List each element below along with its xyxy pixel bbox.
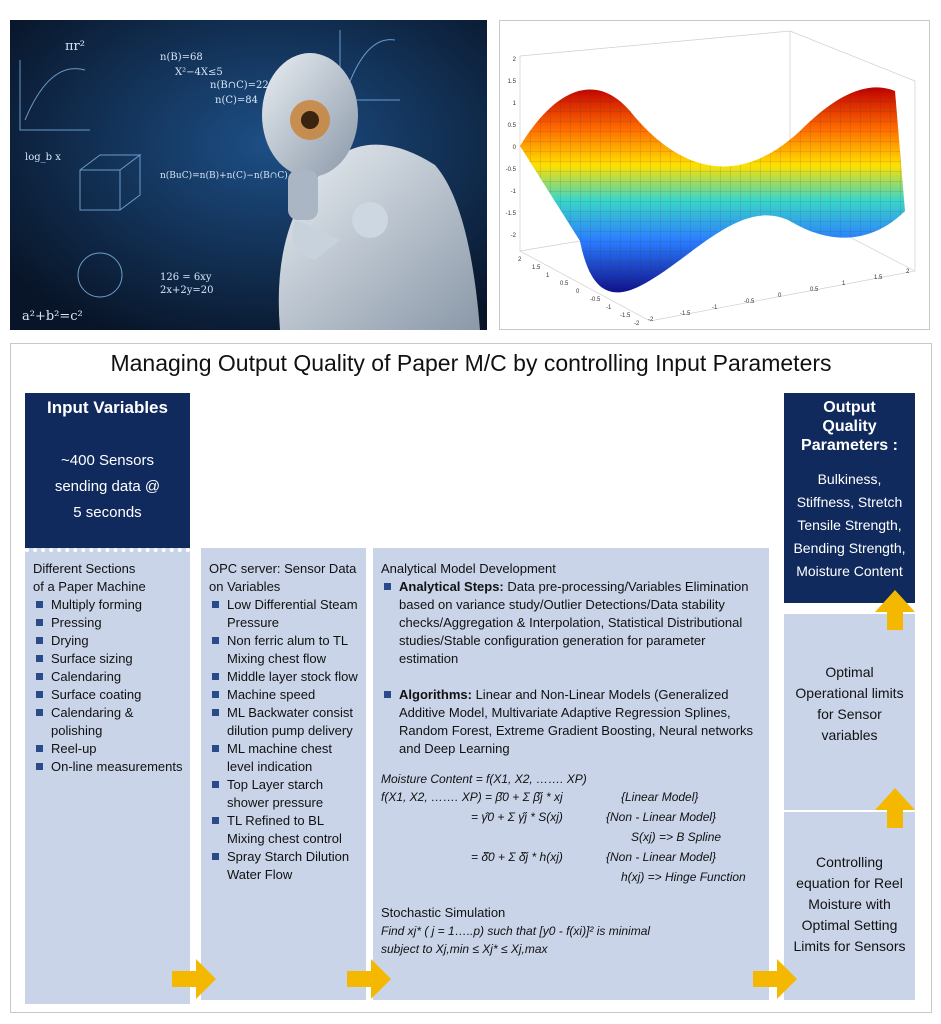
formula-9: 2x+2y=20 bbox=[160, 285, 214, 296]
x-tick: -1 bbox=[712, 305, 718, 311]
list-item: Machine speed bbox=[209, 686, 360, 704]
list-item: Top Layer starch shower pressure bbox=[209, 776, 360, 812]
z-tick: -0.5 bbox=[505, 167, 516, 173]
formula-5: n(BuC)=n(B)+n(C)−n(B∩C) bbox=[160, 171, 288, 181]
list-item: Calendaring & polishing bbox=[33, 704, 184, 740]
arrow-up-icon bbox=[875, 590, 915, 630]
list-item: TL Refined to BL Mixing chest control bbox=[209, 812, 360, 848]
algo-label: Algorithms: bbox=[399, 687, 472, 702]
output-line: Moisture Content bbox=[796, 563, 903, 579]
arrow-right-icon bbox=[172, 959, 216, 999]
formula-10: πr² bbox=[65, 39, 85, 54]
stochastic-line-1: Find xj* ( j = 1…..p) such that [y0 - f(xi)]² is minimal bbox=[381, 924, 651, 938]
z-tick: 0.5 bbox=[507, 123, 516, 129]
box-line: Controlling bbox=[816, 854, 883, 870]
list-item: Non ferric alum to TL Mixing chest flow bbox=[209, 632, 360, 668]
y-tick: -2 bbox=[634, 321, 640, 327]
box-line: Limits for Sensors bbox=[793, 938, 906, 954]
z-tick: 1.5 bbox=[507, 79, 516, 85]
z-tick: 2 bbox=[512, 57, 516, 63]
box-line: Moisture with bbox=[808, 896, 891, 912]
z-tick: -2 bbox=[510, 233, 516, 239]
formula-3: n(B∩C)=22 bbox=[210, 80, 269, 91]
list-item: ML machine chest level indication bbox=[209, 740, 360, 776]
z-tick: -1 bbox=[510, 189, 516, 195]
steps-text: Data pre-processing/Variables Elimination based on variance study/Outlier Detections/Data stability checks/Aggregation & Interpolation, Statistical Distributional studies/Stable configuration generation for parameter estimation bbox=[399, 579, 749, 666]
eq-nonlinear-1: = γ̂0 + Σ γ̂j * S(xj) bbox=[471, 810, 563, 824]
z-tick: -1.5 bbox=[505, 211, 516, 217]
stochastic-heading: Stochastic Simulation bbox=[381, 905, 506, 920]
heading-line: of a Paper Machine bbox=[33, 579, 146, 594]
input-line: 5 seconds bbox=[73, 504, 142, 521]
y-tick: 1.5 bbox=[532, 265, 541, 271]
list-item: Reel-up bbox=[33, 740, 184, 758]
box-line: variables bbox=[821, 727, 878, 743]
x-tick: 1.5 bbox=[874, 275, 883, 281]
heading-line: Different Sections bbox=[33, 561, 136, 576]
y-tick: 2 bbox=[518, 257, 522, 263]
output-line: Bending Strength, bbox=[793, 540, 906, 556]
formula-6: log_b x bbox=[25, 152, 61, 163]
steps-label: Analytical Steps: bbox=[399, 579, 504, 594]
title-line: Quality bbox=[822, 418, 877, 435]
box-line: for Sensor bbox=[817, 706, 882, 722]
box-line: Optimal bbox=[825, 664, 874, 680]
arrow-right-icon bbox=[753, 959, 797, 999]
label-spline: S(xj) => B Spline bbox=[631, 830, 722, 844]
y-tick: 1 bbox=[546, 273, 550, 279]
formula-2: X²−4X≤5 bbox=[175, 67, 223, 78]
formula-4: n(C)=84 bbox=[215, 95, 258, 106]
eq-nonlinear-2: = δ̂0 + Σ δ̂j * h(xj) bbox=[471, 850, 563, 864]
box-line: Operational limits bbox=[795, 685, 904, 701]
eq-linear: f(X1, X2, ……. XP) = β̂0 + Σ β̂j * xj bbox=[381, 790, 563, 804]
heading-line: on Variables bbox=[209, 579, 281, 594]
x-tick: -0.5 bbox=[744, 299, 755, 305]
x-tick: 0.5 bbox=[810, 287, 819, 293]
label-nonlinear-1: {Non - Linear Model} bbox=[606, 810, 717, 824]
list-item: ML Backwater consist dilution pump delivery bbox=[209, 704, 360, 740]
x-tick: -1.5 bbox=[680, 311, 691, 317]
list-item: Pressing bbox=[33, 614, 184, 632]
x-tick: -2 bbox=[648, 317, 654, 323]
list-item: Spray Starch Dilution Water Flow bbox=[209, 848, 360, 884]
box-line: Optimal Setting bbox=[801, 917, 898, 933]
eq-moisture: Moisture Content = f(X1, X2, ……. XP) bbox=[381, 772, 587, 786]
list-item: On-line measurements bbox=[33, 758, 184, 776]
label-linear: {Linear Model} bbox=[621, 790, 699, 804]
input-line: sending data @ bbox=[54, 478, 161, 495]
input-variables-title: Input Variables bbox=[47, 398, 168, 417]
list-item: Surface sizing bbox=[33, 650, 184, 668]
formula-7: a²+b²=c² bbox=[22, 309, 83, 324]
list-item: Middle layer stock flow bbox=[209, 668, 360, 686]
title-line: Output bbox=[823, 399, 876, 416]
column-heading: Analytical Model Development bbox=[381, 561, 556, 576]
box-line: equation for Reel bbox=[796, 875, 903, 891]
x-tick: 1 bbox=[842, 281, 846, 287]
list-item: Drying bbox=[33, 632, 184, 650]
list-item: Multiply forming bbox=[33, 596, 184, 614]
list-item: Low Differential Steam Pressure bbox=[209, 596, 360, 632]
heading-line: OPC server: Sensor Data bbox=[209, 561, 357, 576]
arrow-right-icon bbox=[347, 959, 391, 999]
y-tick: -0.5 bbox=[590, 297, 601, 303]
algo-text: Linear and Non-Linear Models (Generalized Additive Model, Multivariate Adaptive Regression Splines, Random Forest, Extreme Gradient Boosting, Neural networks and Deep Learning bbox=[399, 687, 754, 756]
z-tick: 1 bbox=[512, 101, 516, 107]
output-line: Stiffness, Stretch bbox=[796, 494, 903, 510]
list-item: Surface coating bbox=[33, 686, 184, 704]
x-tick: 2 bbox=[906, 269, 910, 275]
diagram-title: Managing Output Quality of Paper M/C by controlling Input Parameters bbox=[110, 350, 832, 376]
input-line: ~400 Sensors bbox=[61, 452, 154, 469]
y-tick: -1.5 bbox=[620, 313, 631, 319]
formula-8: 126 = 6xy bbox=[160, 272, 212, 283]
y-tick: 0 bbox=[576, 289, 580, 295]
formula-1: n(B)=68 bbox=[160, 52, 203, 63]
arrow-up-icon bbox=[875, 788, 915, 828]
label-nonlinear-2: {Non - Linear Model} bbox=[606, 850, 717, 864]
output-line: Bulkiness, bbox=[817, 471, 882, 487]
output-line: Tensile Strength, bbox=[797, 517, 902, 533]
y-tick: -1 bbox=[606, 305, 612, 311]
title-line: Parameters : bbox=[801, 437, 898, 454]
z-tick: 0 bbox=[512, 145, 516, 151]
label-hinge: h(xj) => Hinge Function bbox=[621, 870, 746, 884]
y-tick: 0.5 bbox=[560, 281, 569, 287]
x-tick: 0 bbox=[778, 293, 782, 299]
stochastic-line-2: subject to Xj,min ≤ Xj* ≤ Xj,max bbox=[381, 942, 548, 956]
list-item: Calendaring bbox=[33, 668, 184, 686]
